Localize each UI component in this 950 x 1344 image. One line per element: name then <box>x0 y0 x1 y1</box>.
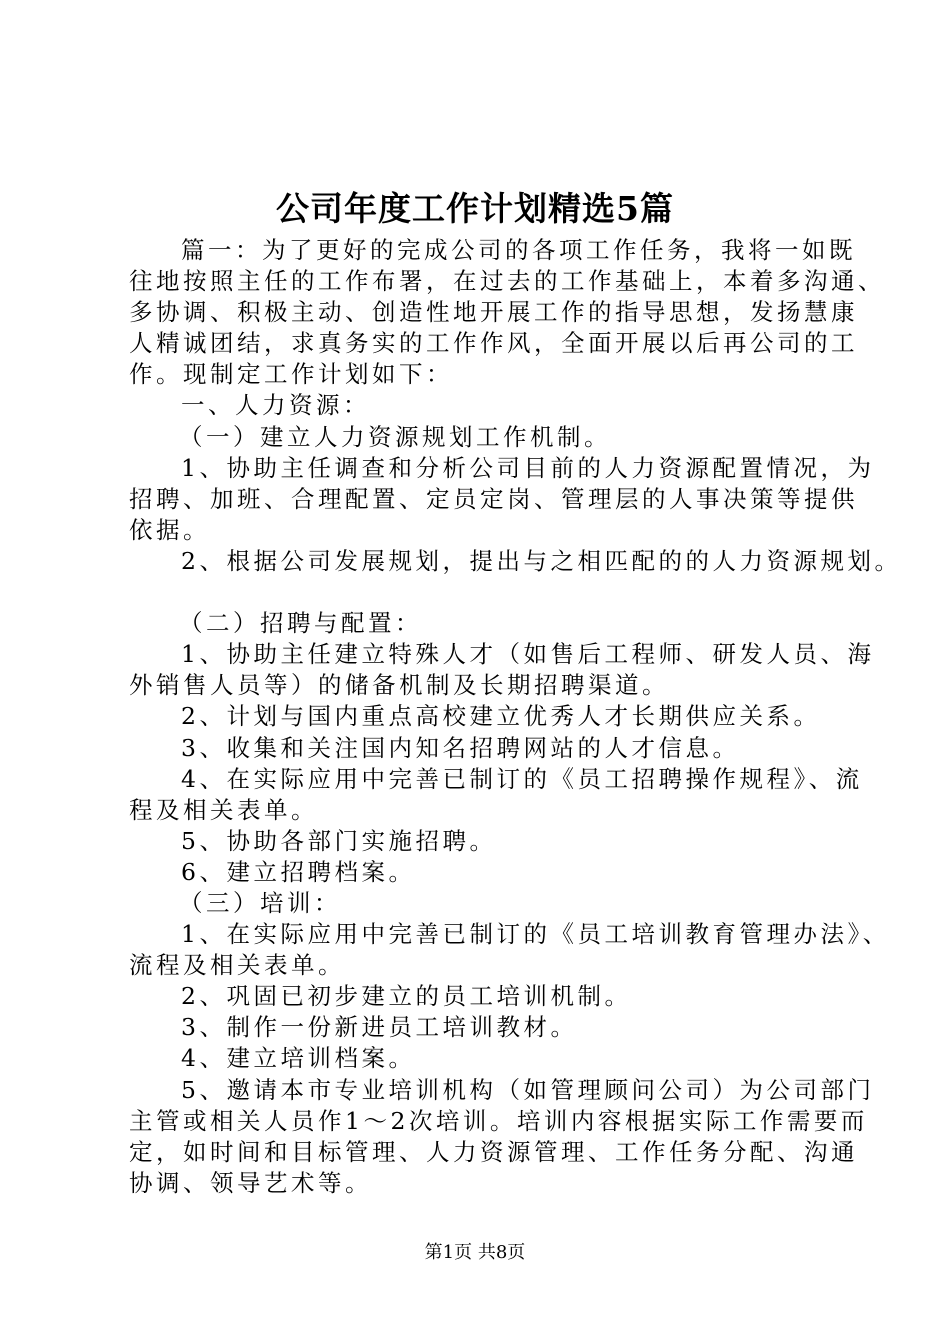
paragraph-line: 3、制作一份新进员工培训教材。 <box>181 1013 578 1042</box>
paragraph-line: 程及相关表单。 <box>129 795 318 824</box>
paragraph-line: 多协调、积极主动、创造性地开展工作的指导思想，发扬慧康 <box>129 298 858 327</box>
paragraph-line: 2、计划与国内重点高校建立优秀人才长期供应关系。 <box>181 702 821 731</box>
paragraph-line: 流程及相关表单。 <box>129 951 345 980</box>
paragraph-line: 5、协助各部门实施招聘。 <box>181 826 497 855</box>
paragraph-line: 作。现制定工作计划如下： <box>129 360 453 389</box>
paragraph-line: 篇一：为了更好的完成公司的各项工作任务，我将一如既 <box>181 236 856 264</box>
paragraph-line: （二）招聘与配置： <box>179 609 422 638</box>
paragraph-line: 往地按照主任的工作布署，在过去的工作基础上，本着多沟通、 <box>129 267 885 296</box>
blank-line <box>129 577 849 608</box>
paragraph-line: （一）建立人力资源规划工作机制。 <box>179 422 611 451</box>
document-title: 公司年度工作计划精选5篇 <box>276 189 674 228</box>
paragraph-line: 1、协助主任建立特殊人才（如售后工程师、研发人员、海 <box>181 640 875 669</box>
paragraph-line: 5、邀请本市专业培训机构（如管理顾问公司）为公司部门 <box>181 1075 875 1104</box>
paragraph-line: 协调、领导艺术等。 <box>129 1168 372 1197</box>
paragraph-line: 招聘、加班、合理配置、定员定岗、管理层的人事决策等提供 <box>129 484 858 513</box>
paragraph-line: 1、在实际应用中完善已制订的《员工培训教育管理办法》、 <box>181 920 890 949</box>
paragraph-line: 2、巩固已初步建立的员工培训机制。 <box>181 982 632 1011</box>
paragraph-line: 6、建立招聘档案。 <box>181 857 416 886</box>
paragraph-line: 外销售人员等）的储备机制及长期招聘渠道。 <box>129 671 669 700</box>
paragraph-line: 4、建立培训档案。 <box>181 1044 416 1073</box>
paragraph-line: 一、人力资源： <box>181 391 370 420</box>
paragraph-line: 4、在实际应用中完善已制订的《员工招聘操作规程》、流 <box>181 764 863 793</box>
paragraph-line: （三）培训： <box>179 888 341 917</box>
paragraph-line: 2、根据公司发展规划，提出与之相匹配的的人力资源规划。 <box>181 546 902 575</box>
page-footer: 第1页 共8页 <box>424 1242 526 1263</box>
paragraph-line: 3、收集和关注国内知名招聘网站的人才信息。 <box>181 733 740 762</box>
paragraph-line: 主管或相关人员作1～2次培训。培训内容根据实际工作需要而 <box>129 1106 868 1135</box>
paragraph-line: 人精诚团结，求真务实的工作作风，全面开展以后再公司的工 <box>129 329 858 358</box>
document-body <box>129 235 902 1199</box>
paragraph-line: 1、协助主任调查和分析公司目前的人力资源配置情况，为 <box>181 453 875 482</box>
paragraph-line: 定，如时间和目标管理、人力资源管理、工作任务分配、沟通 <box>129 1137 858 1166</box>
paragraph-line: 依据。 <box>129 515 210 544</box>
